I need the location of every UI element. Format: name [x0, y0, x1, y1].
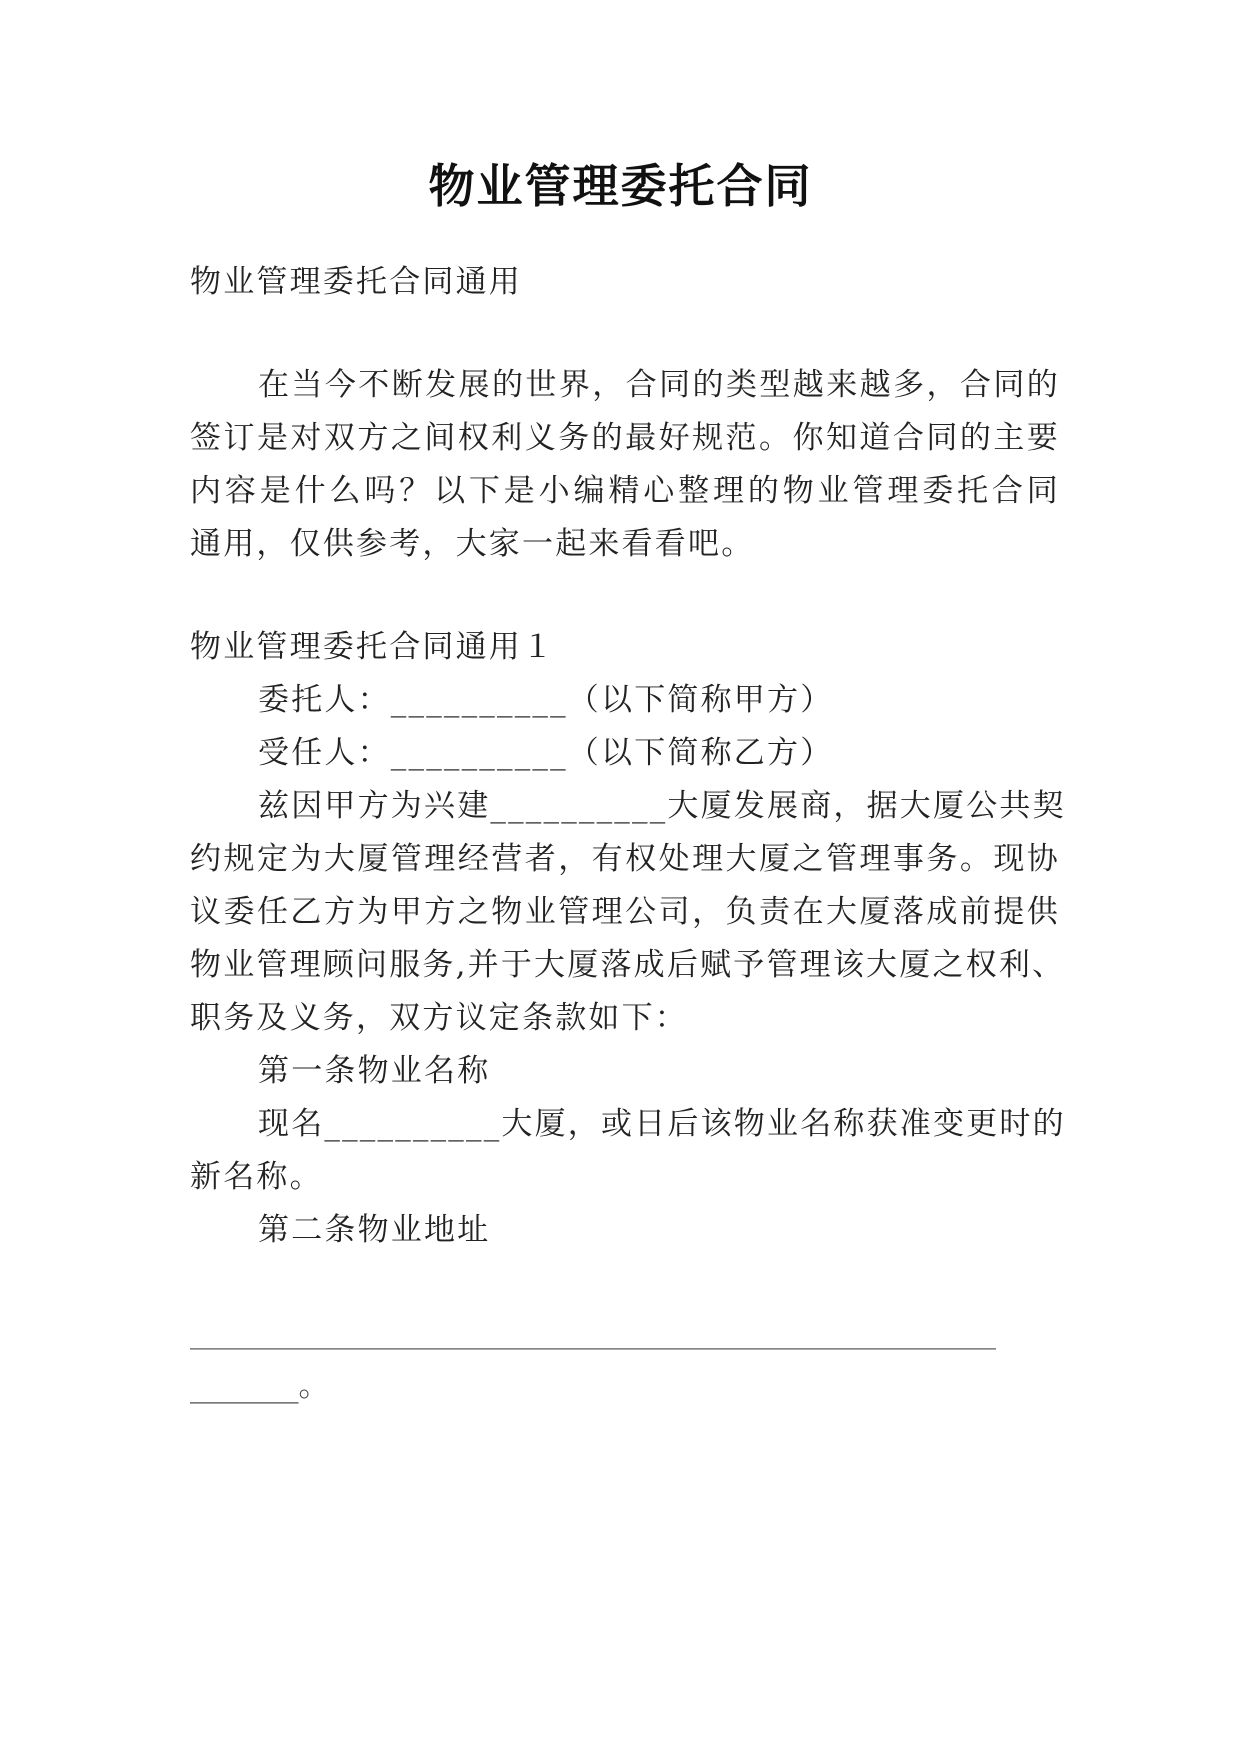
recital-line: 兹因甲方为兴建__________大厦发展商，据大厦公共契 — [258, 788, 1066, 824]
article-heading: 第一条物业名称 — [258, 1053, 491, 1089]
intro-line: 内容是什么吗？以下是小编精心整理的物业管理委托合同 — [190, 473, 1060, 509]
address-blank-line: ____________________________________________________ — [190, 1314, 996, 1350]
article-line: 新名称。 — [190, 1159, 323, 1195]
address-end-line: _______。 — [190, 1368, 330, 1404]
recital-line: 议委任乙方为甲方之物业管理公司，负责在大厦落成前提供 — [190, 894, 1060, 930]
recital-line: 职务及义务，双方议定条款如下： — [190, 1000, 688, 1036]
recital-line: 约规定为大厦管理经营者，有权处理大厦之管理事务。现协 — [190, 841, 1060, 877]
section-heading: 物业管理委托合同通用１ — [190, 629, 556, 665]
intro-line: 在当今不断发展的世界，合同的类型越来越多，合同的 — [258, 367, 1060, 403]
document-title: 物业管理委托合同 — [428, 159, 813, 213]
recital-line: 物业管理顾问服务,并于大厦落成后赋予管理该大厦之权利、 — [190, 947, 1066, 983]
article-heading: 第二条物业地址 — [258, 1212, 491, 1248]
agent-line: 受任人：__________（以下简称乙方） — [258, 735, 834, 771]
intro-line: 签订是对双方之间权利义务的最好规范。你知道合同的主要 — [190, 420, 1060, 456]
document-subtitle: 物业管理委托合同通用 — [190, 264, 522, 300]
intro-line: 通用，仅供参考，大家一起来看看吧。 — [190, 526, 755, 562]
principal-line: 委托人：__________（以下简称甲方） — [258, 682, 834, 718]
article-line: 现名__________大厦，或日后该物业名称获准变更时的 — [258, 1106, 1066, 1142]
